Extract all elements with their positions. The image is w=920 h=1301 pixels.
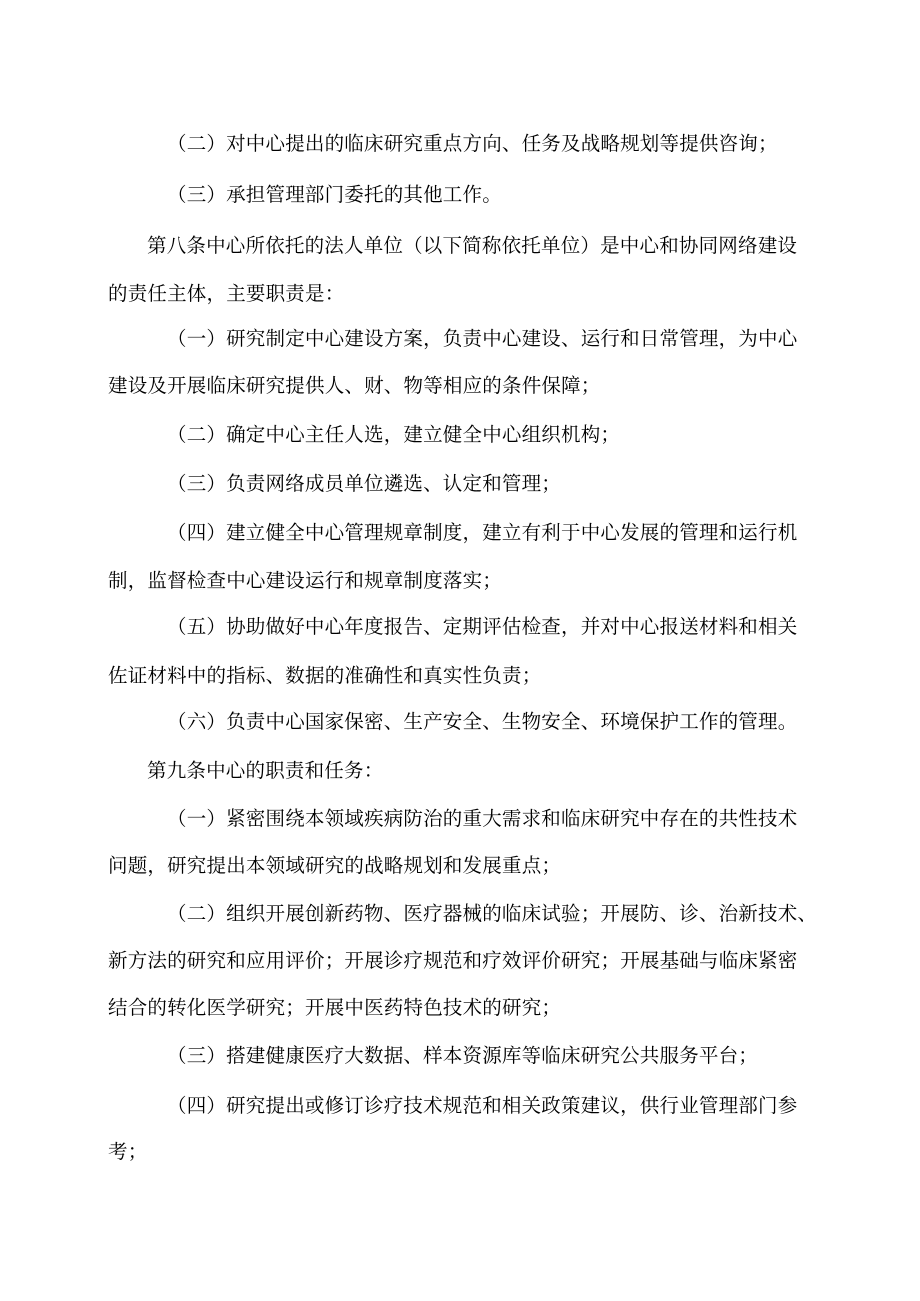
paragraph-line: （三）负责网络成员单位遴选、认定和管理； — [167, 472, 562, 495]
paragraph-line: （一）紧密围绕本领域疾病防治的重大需求和临床研究中存在的共性技术 — [167, 807, 798, 830]
paragraph-line: 的责任主体，主要职责是： — [108, 282, 345, 305]
paragraph-line: （二）组织开展创新药物、医疗器械的临床试验；开展防、诊、治新技术、 — [167, 902, 818, 925]
paragraph-line: 佐证材料中的指标、数据的准确性和真实性负责； — [108, 664, 542, 687]
paragraph-line: （六）负责中心国家保密、生产安全、生物安全、环境保护工作的管理。 — [167, 710, 798, 733]
paragraph-line: 制，监督检查中心建设运行和规章制度落实； — [108, 569, 503, 592]
paragraph-line: 建设及开展临床研究提供人、财、物等相应的条件保障； — [108, 374, 601, 397]
paragraph-line: 结合的转化医学研究；开展中医药特色技术的研究； — [108, 996, 562, 1019]
article-heading-line: 第八条中心所依托的法人单位（以下简称依托单位）是中心和协同网络建设 — [147, 234, 798, 257]
paragraph-line: 问题，研究提出本领域研究的战略规划和发展重点； — [108, 854, 562, 877]
paragraph-line: 新方法的研究和应用评价；开展诊疗规范和疗效评价研究；开展基础与临床紧密 — [108, 949, 798, 972]
paragraph-line: （一）研究制定中心建设方案，负责中心建设、运行和日常管理，为中心 — [167, 327, 798, 350]
paragraph-line: （四）建立健全中心管理规章制度，建立有利于中心发展的管理和运行机 — [167, 521, 798, 544]
paragraph-line: （四）研究提出或修订诊疗技术规范和相关政策建议，供行业管理部门参 — [167, 1094, 798, 1117]
paragraph-line: （三）承担管理部门委托的其他工作。 — [167, 183, 502, 206]
paragraph-line: （二）对中心提出的临床研究重点方向、任务及战略规划等提供咨询； — [167, 132, 778, 155]
paragraph-line: （三）搭建健康医疗大数据、样本资源库等临床研究公共服务平台； — [167, 1044, 759, 1067]
paragraph-line: 考； — [108, 1140, 148, 1163]
article-heading-line: 第九条中心的职责和任务： — [147, 759, 384, 782]
paragraph-line: （五）协助做好中心年度报告、定期评估检查，并对中心报送材料和相关 — [167, 615, 798, 638]
paragraph-line: （二）确定中心主任人选，建立健全中心组织机构； — [167, 423, 621, 446]
